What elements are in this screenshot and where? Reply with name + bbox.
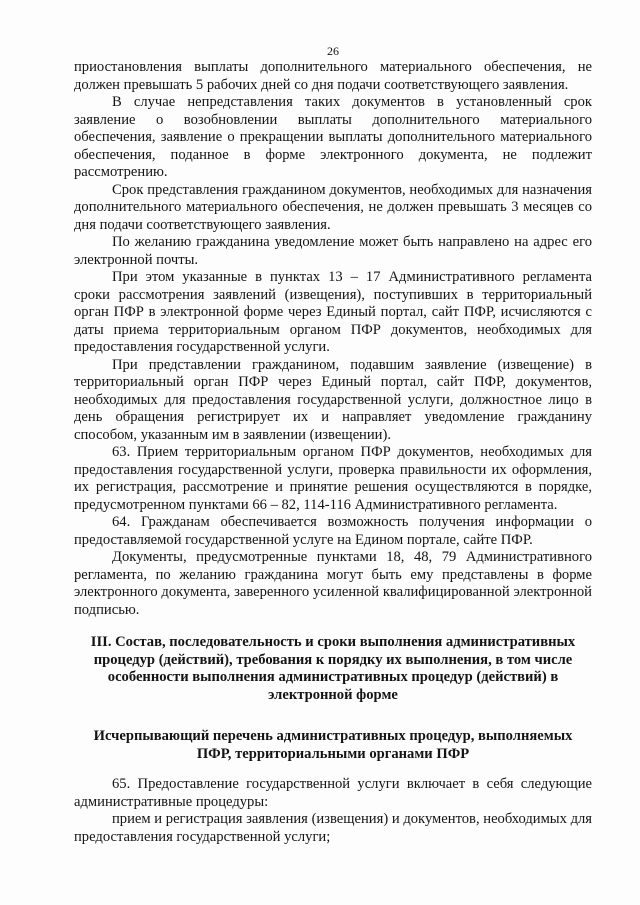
page-number: 26 [327,44,339,58]
page-content [74,44,592,846]
paragraph-item-65: 65. Предоставление государственной услуги включает в себя следующие административные процедуры: [74,776,592,810]
paragraph: Документы, предусмотренные пунктами 18, 48, 79 Административного регламента, по желанию гражданина могут быть ему представлены в форме электронного документа, заверенного усиленной квалифицированной электронной подписью. [74,549,592,618]
paragraph-continuation: приостановления выплаты дополнительного материального обеспечения, не должен превышать 5 рабочих дней со дня подачи соответствующего заявления. [74,59,592,93]
section-heading: III. Состав, последовательность и сроки выполнения административных процедур (действий), требования к порядку их выполнения, в том числе особенности выполнения административных процедур (действий) в электронной форме [90,634,576,703]
subsection-heading: Исчерпывающий перечень административных процедур, выполняемых ПФР, территориальными органами ПФР [93,728,573,762]
paragraph: По желанию гражданина уведомление может быть направлено на адрес его электронной почты. [74,234,592,268]
list-item: прием и регистрация заявления (извещения) и документов, необходимых для предоставления государственной услуги; [74,811,592,845]
paragraph: При этом указанные в пунктах 13 – 17 Административного регламента сроки рассмотрения заявлений (извещения), поступивших в территориальный орган ПФР в электронной форме через Единый портал, сайт ПФР, исчисляются с даты приема территориальным органом ПФР документов, необходимых для предоставления государственной услуги. [74,269,592,355]
paragraph: Срок представления гражданином документов, необходимых для назначения дополнительного материального обеспечения, не должен превышать 3 месяцев со дня подачи соответствующего заявления. [74,181,592,233]
paragraph-item-64: 64. Гражданам обеспечивается возможность получения информации о предоставляемой государственной услуге на Едином портале, сайте ПФР. [74,514,592,548]
paragraph: В случае непредставления таких документов в установленный срок заявление о возобновлении выплаты дополнительного материального обеспечения, заявление о прекращении выплаты дополнительного материального обеспечения, поданное в форме электронного документа, не подлежит рассмотрению. [74,94,592,180]
paragraph-item-63: 63. Прием территориальным органом ПФР документов, необходимых для предоставления государственной услуги, проверка правильности их оформления, их регистрация, рассмотрение и принятие решения осуществляются в порядке, предусмотренном пунктами 66 – 82, 114-116 Административного регламента. [74,444,592,513]
paragraph: При представлении гражданином, подавшим заявление (извещение) в территориальный орган ПФР через Единый портал, сайт ПФР, документов, необходимых для предоставления государственной услуги, должностное лицо в день обращения регистрирует их и направляет уведомление гражданину способом, указанным им в заявлении (извещении). [74,356,592,443]
